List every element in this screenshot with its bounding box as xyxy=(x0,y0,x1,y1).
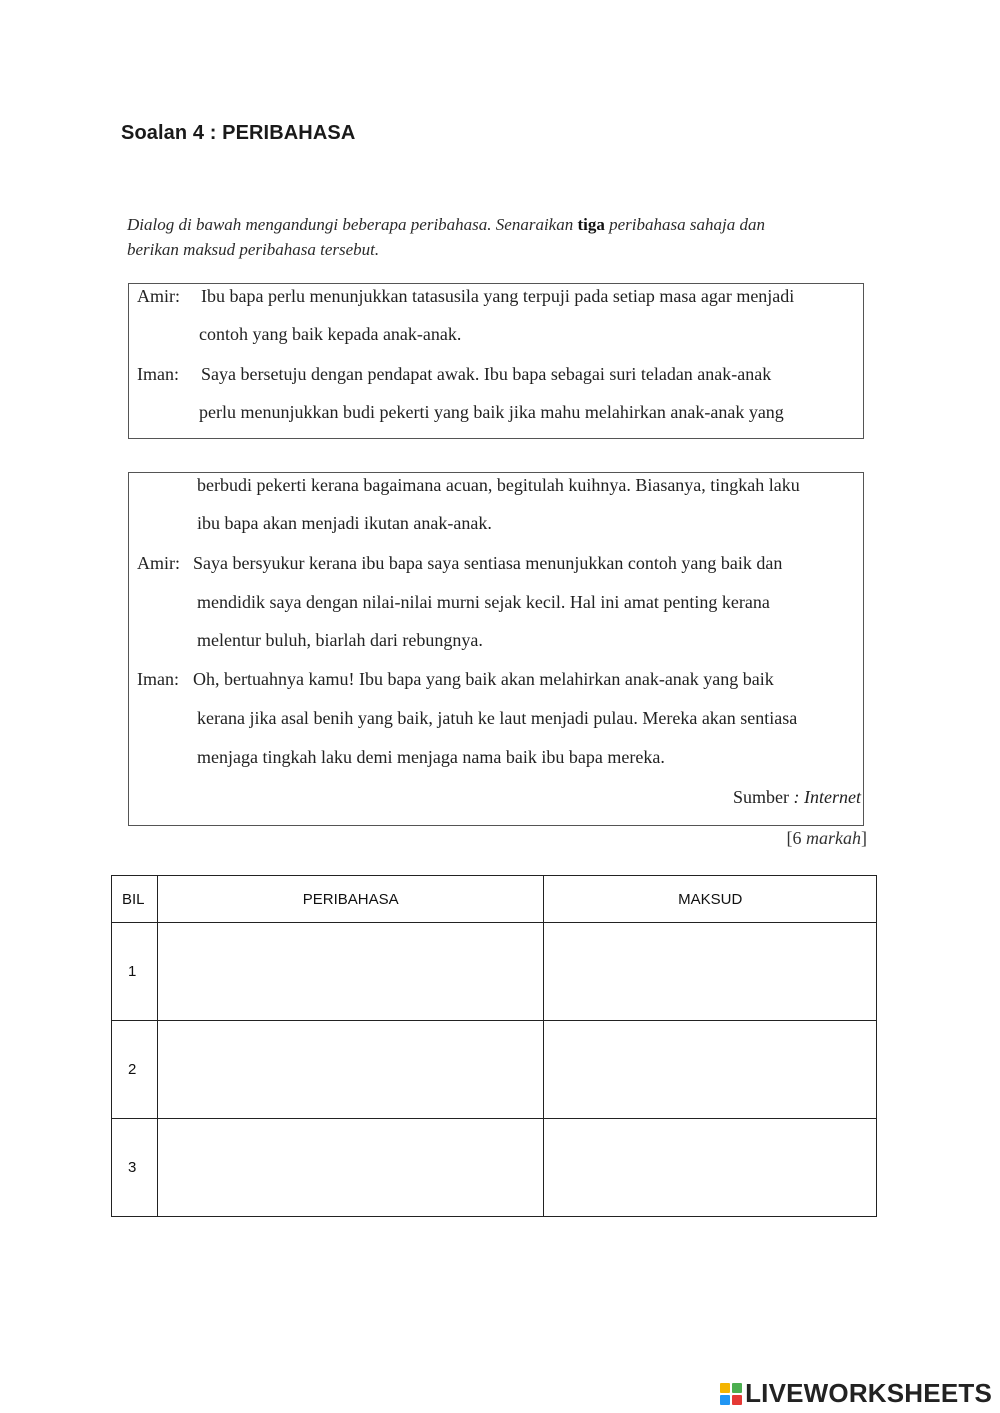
header-bil: BIL xyxy=(112,876,158,923)
source-credit xyxy=(733,787,861,808)
marks-label xyxy=(787,828,868,849)
speaker-label: Iman: xyxy=(137,364,179,384)
logo-square xyxy=(720,1383,730,1393)
peribahasa-answer-cell[interactable] xyxy=(157,1021,543,1119)
dialog-line: perlu menunjukkan budi pekerti yang baik jika mahu melahirkan anak-anak yang xyxy=(199,402,784,422)
dialog-line: kerana jika asal benih yang baik, jatuh ke laut menjadi pulau. Mereka akan sentiasa xyxy=(197,708,798,728)
instruction-bold-word: tiga xyxy=(577,215,605,234)
row-number: 2 xyxy=(112,1021,158,1119)
speaker-label: Amir: xyxy=(137,553,180,573)
instruction-part2: peribahasa sahaja dan xyxy=(604,215,765,234)
table-header-row xyxy=(112,876,877,923)
dialog-line: Saya bersyukur kerana ibu bapa saya sentiasa menunjukkan contoh yang baik dan xyxy=(193,553,783,573)
marks-open: [6 xyxy=(786,828,806,848)
instruction-text xyxy=(127,212,872,262)
maksud-answer-cell[interactable] xyxy=(544,1021,877,1119)
peribahasa-answer-cell[interactable] xyxy=(157,1119,543,1217)
source-label: Sumber xyxy=(733,787,794,807)
liveworksheets-logo[interactable] xyxy=(720,1378,992,1409)
header-peribahasa: PERIBAHASA xyxy=(157,876,543,923)
row-number: 1 xyxy=(112,923,158,1021)
speaker-label: Iman: xyxy=(137,669,179,689)
maksud-answer-cell[interactable] xyxy=(544,923,877,1021)
instruction-line2: berikan maksud peribahasa tersebut. xyxy=(127,240,380,259)
table-row xyxy=(112,923,877,1021)
answer-table xyxy=(111,875,877,1217)
maksud-answer-cell[interactable] xyxy=(544,1119,877,1217)
dialog-line: Saya bersetuju dengan pendapat awak. Ibu bapa sebagai suri teladan anak-anak xyxy=(201,364,772,384)
peribahasa-answer-cell[interactable] xyxy=(157,923,543,1021)
dialog-line: ibu bapa akan menjadi ikutan anak-anak. xyxy=(197,513,492,533)
speaker-label: Amir: xyxy=(137,286,180,306)
header-maksud: MAKSUD xyxy=(544,876,877,923)
dialog-box-1 xyxy=(128,283,864,439)
dialog-line: menjaga tingkah laku demi menjaga nama baik ibu bapa mereka. xyxy=(197,747,665,767)
logo-text: LIVEWORKSHEETS xyxy=(745,1378,992,1408)
logo-square xyxy=(732,1395,742,1405)
marks-close: ] xyxy=(861,828,867,848)
instruction-part1: Dialog di bawah mengandungi beberapa peribahasa. Senaraikan xyxy=(127,215,578,234)
dialog-line: melentur buluh, biarlah dari rebungnya. xyxy=(197,630,483,650)
logo-square xyxy=(720,1395,730,1405)
logo-square xyxy=(732,1383,742,1393)
row-number: 3 xyxy=(112,1119,158,1217)
liveworksheets-logo-icon xyxy=(720,1383,742,1405)
dialog-line: Ibu bapa perlu menunjukkan tatasusila yang terpuji pada setiap masa agar menjadi xyxy=(201,286,795,306)
page-title: Soalan 4 : PERIBAHASA xyxy=(121,122,356,144)
dialog-line: berbudi pekerti kerana bagaimana acuan, begitulah kuihnya. Biasanya, tingkah laku xyxy=(197,475,800,495)
table-row xyxy=(112,1021,877,1119)
dialog-line: mendidik saya dengan nilai-nilai murni sejak kecil. Hal ini amat penting kerana xyxy=(197,592,770,612)
dialog-line: contoh yang baik kepada anak-anak. xyxy=(199,324,462,344)
marks-word: markah xyxy=(806,828,861,848)
dialog-box-2 xyxy=(128,472,864,826)
dialog-line: Oh, bertuahnya kamu! Ibu bapa yang baik akan melahirkan anak-anak yang baik xyxy=(193,669,774,689)
source-value: : Internet xyxy=(793,787,861,807)
table-row xyxy=(112,1119,877,1217)
